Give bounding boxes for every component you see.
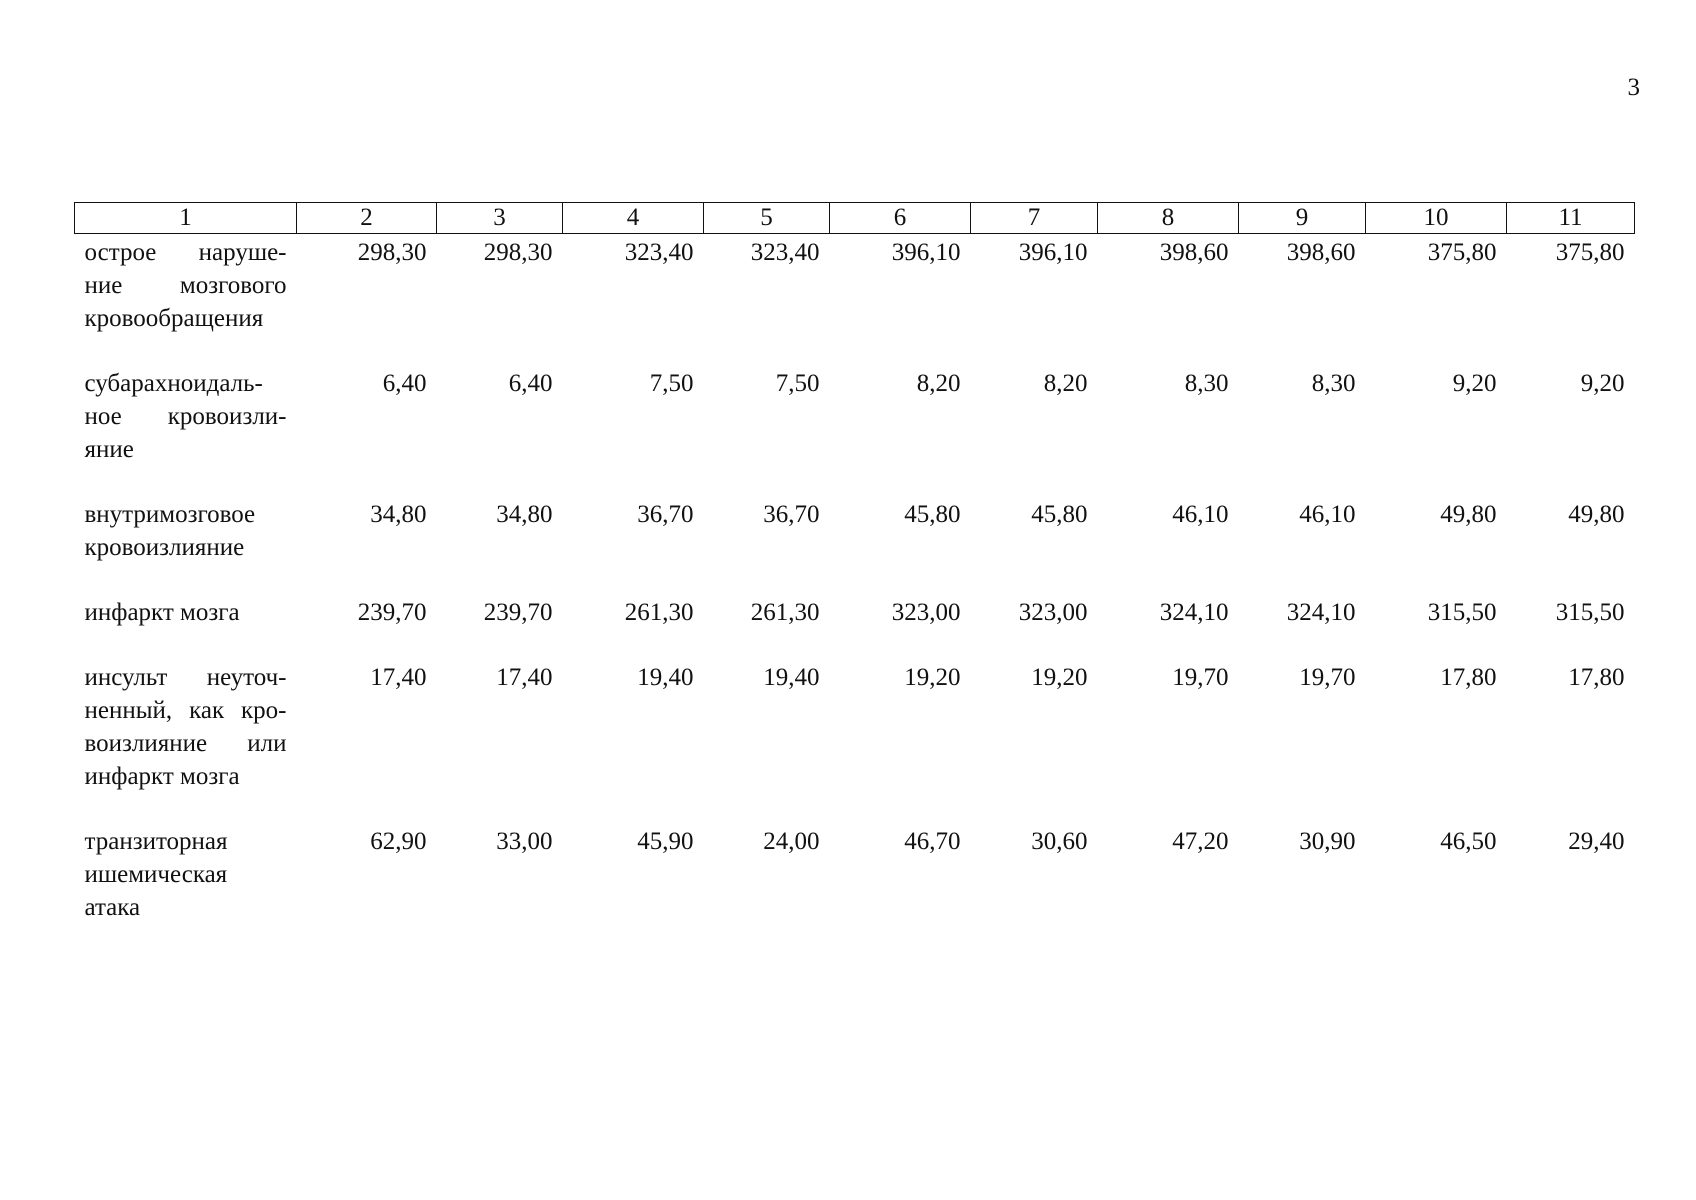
table-cell: 9,20 <box>1452 370 1497 397</box>
table-cell: 7,50 <box>649 370 694 397</box>
column-header: 11 <box>1507 203 1635 234</box>
column-header: 9 <box>1239 203 1366 234</box>
row-label: транзиторная ишемическая атака <box>84 828 228 921</box>
table-cell: 396,10 <box>1018 239 1088 266</box>
table-cell: 33,00 <box>496 828 553 855</box>
table-cell: 239,70 <box>357 599 427 626</box>
table-cell: 8,30 <box>1311 370 1356 397</box>
column-header: 3 <box>437 203 563 234</box>
table-cell: 323,40 <box>624 239 694 266</box>
row-label: инсульт неуточ-ненный, как кро-воизлияние или инфаркт мозга <box>84 664 287 790</box>
table-cell: 398,60 <box>1159 239 1229 266</box>
statistics-table <box>74 202 1635 956</box>
row-label: острое наруше-ние мозгового кровообращения <box>84 239 287 332</box>
table-cell: 36,70 <box>637 501 694 528</box>
table-cell: 49,80 <box>1440 501 1497 528</box>
table-cell: 261,30 <box>750 599 820 626</box>
column-header: 5 <box>704 203 830 234</box>
table-cell: 298,30 <box>483 239 553 266</box>
table-cell: 323,00 <box>1018 599 1088 626</box>
table-cell: 29,40 <box>1568 828 1625 855</box>
table-cell: 30,60 <box>1031 828 1088 855</box>
table-cell: 239,70 <box>483 599 553 626</box>
table-cell: 62,90 <box>370 828 427 855</box>
column-header: 1 <box>75 203 297 234</box>
table-row <box>75 596 1635 661</box>
table-cell: 46,50 <box>1440 828 1497 855</box>
table-cell: 6,40 <box>382 370 427 397</box>
table-cell: 375,80 <box>1555 239 1625 266</box>
table-cell: 45,80 <box>904 501 961 528</box>
table-cell: 19,70 <box>1172 664 1229 691</box>
table-cell: 24,00 <box>763 828 820 855</box>
table-cell: 34,80 <box>370 501 427 528</box>
table-cell: 17,40 <box>496 664 553 691</box>
column-header: 7 <box>971 203 1098 234</box>
table-cell: 315,50 <box>1427 599 1497 626</box>
table-row <box>75 498 1635 596</box>
table-cell: 298,30 <box>357 239 427 266</box>
table-row <box>75 825 1635 956</box>
row-label: инфаркт мозга <box>84 599 240 626</box>
table-cell: 47,20 <box>1172 828 1229 855</box>
table-cell: 9,20 <box>1580 370 1625 397</box>
table-cell: 396,10 <box>891 239 961 266</box>
table-cell: 8,30 <box>1184 370 1229 397</box>
table-cell: 17,80 <box>1568 664 1625 691</box>
table-cell: 315,50 <box>1555 599 1625 626</box>
table-cell: 7,50 <box>775 370 820 397</box>
page-number: 3 <box>1627 74 1640 101</box>
column-header: 2 <box>297 203 437 234</box>
column-header: 6 <box>830 203 971 234</box>
table-cell: 324,10 <box>1159 599 1229 626</box>
table-cell: 36,70 <box>763 501 820 528</box>
table-row <box>75 367 1635 498</box>
table-cell: 19,40 <box>637 664 694 691</box>
table-cell: 46,10 <box>1299 501 1356 528</box>
table-cell: 17,80 <box>1440 664 1497 691</box>
table-cell: 19,70 <box>1299 664 1356 691</box>
table-cell: 45,90 <box>637 828 694 855</box>
table-cell: 6,40 <box>508 370 553 397</box>
column-number-row <box>75 203 1635 234</box>
table-cell: 30,90 <box>1299 828 1356 855</box>
table-cell: 46,70 <box>904 828 961 855</box>
table-cell: 46,10 <box>1172 501 1229 528</box>
table-cell: 34,80 <box>496 501 553 528</box>
table-cell: 323,40 <box>750 239 820 266</box>
table-cell: 19,20 <box>904 664 961 691</box>
column-header: 8 <box>1098 203 1239 234</box>
table-cell: 8,20 <box>916 370 961 397</box>
table-cell: 49,80 <box>1568 501 1625 528</box>
table-cell: 19,20 <box>1031 664 1088 691</box>
table-cell: 398,60 <box>1286 239 1356 266</box>
table-cell: 324,10 <box>1286 599 1356 626</box>
table-cell: 17,40 <box>370 664 427 691</box>
row-label: внутримозговое кровоизлияние <box>84 501 256 561</box>
table-row <box>75 234 1635 368</box>
row-label: субарахноидаль-ное кровоизли-яние <box>84 370 287 463</box>
table-cell: 375,80 <box>1427 239 1497 266</box>
table-cell: 323,00 <box>891 599 961 626</box>
column-header: 10 <box>1366 203 1507 234</box>
table-cell: 19,40 <box>763 664 820 691</box>
column-header: 4 <box>563 203 704 234</box>
table-cell: 261,30 <box>624 599 694 626</box>
table-row <box>75 661 1635 825</box>
table-cell: 8,20 <box>1043 370 1088 397</box>
table-cell: 45,80 <box>1031 501 1088 528</box>
